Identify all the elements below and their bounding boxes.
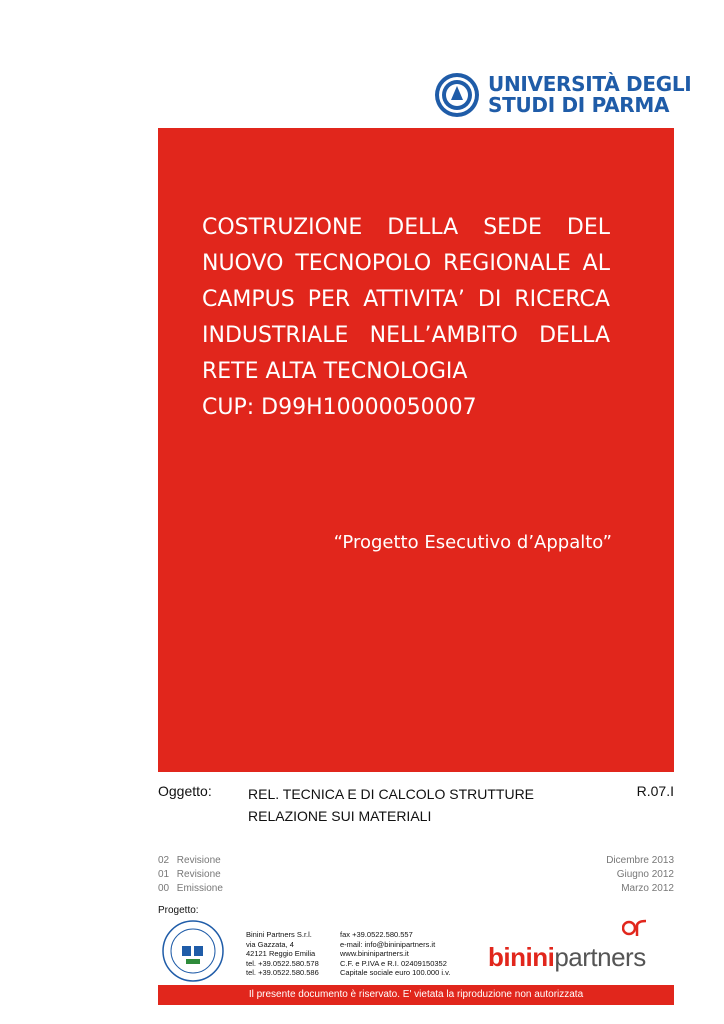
- object-label: Oggetto:: [158, 783, 212, 799]
- contact-line: tel. +39.0522.580.578: [246, 958, 319, 968]
- brand-wordmark: bininipartners: [488, 942, 646, 972]
- document-code: R.07.I: [636, 783, 674, 799]
- binini-partners-logo: [488, 918, 648, 976]
- revision-row: 01 Revisione: [158, 869, 221, 880]
- revision-dates: [606, 854, 674, 896]
- company-details: [340, 930, 450, 978]
- project-title: [202, 210, 610, 426]
- contact-line: via Gazzata, 4: [246, 939, 294, 949]
- title-line-2: NUOVO TECNOPOLO REGIONALE AL: [202, 251, 610, 276]
- university-name-line1: UNIVERSITÀ DEGLI: [488, 72, 692, 96]
- object-description: [248, 783, 534, 827]
- object-line-2: RELAZIONE SUI MATERIALI: [248, 808, 432, 824]
- confidentiality-notice: Il presente documento è riservato. E' vietata la riproduzione non autorizzata: [158, 985, 674, 1005]
- revision-date: Dicembre 2013: [606, 855, 674, 866]
- contact-line: Capitale sociale euro 100.000 i.v.: [340, 968, 451, 977]
- revision-list: [158, 854, 223, 896]
- university-logo: [434, 72, 692, 122]
- university-seal-icon: [434, 72, 480, 118]
- title-line-3: CAMPUS PER ATTIVITA’ DI RICERCA: [202, 287, 610, 312]
- revision-date: Giugno 2012: [616, 869, 674, 880]
- contact-line: tel. +39.0522.580.586: [246, 968, 319, 977]
- contact-line: C.F. e P.IVA e R.I. 02409150352: [340, 958, 447, 968]
- title-line-1: COSTRUZIONE DELLA SEDE DEL: [202, 215, 610, 240]
- contact-line: www.bininipartners.it: [340, 949, 409, 958]
- revision-row: 02 Revisione: [158, 855, 221, 866]
- title-line-4: INDUSTRIALE NELL’AMBITO DELLA: [202, 323, 610, 348]
- company-address: [246, 930, 319, 978]
- contact-line: e-mail: info@bininipartners.it: [340, 939, 436, 949]
- contact-line: fax +39.0522.580.557: [340, 930, 413, 939]
- object-line-1: REL. TECNICA E DI CALCOLO STRUTTURE: [248, 786, 535, 802]
- revision-row: 00 Emissione: [158, 883, 223, 894]
- title-line-cup: CUP: D99H10000050007: [202, 395, 477, 420]
- university-name-line2: STUDI DI PARMA: [488, 93, 670, 117]
- binini-mark-icon: [622, 918, 648, 938]
- contact-line: 42121 Reggio Emilia: [246, 949, 316, 958]
- revision-date: Marzo 2012: [621, 883, 674, 894]
- title-line-5: RETE ALTA TECNOLOGIA: [202, 359, 468, 384]
- project-subtitle: “Progetto Esecutivo d’Appalto”: [333, 532, 612, 553]
- project-label: Progetto:: [158, 905, 199, 916]
- cover-panel: [158, 128, 674, 772]
- quality-certification-icon: [160, 918, 226, 984]
- contact-line: Binini Partners S.r.l.: [246, 930, 312, 939]
